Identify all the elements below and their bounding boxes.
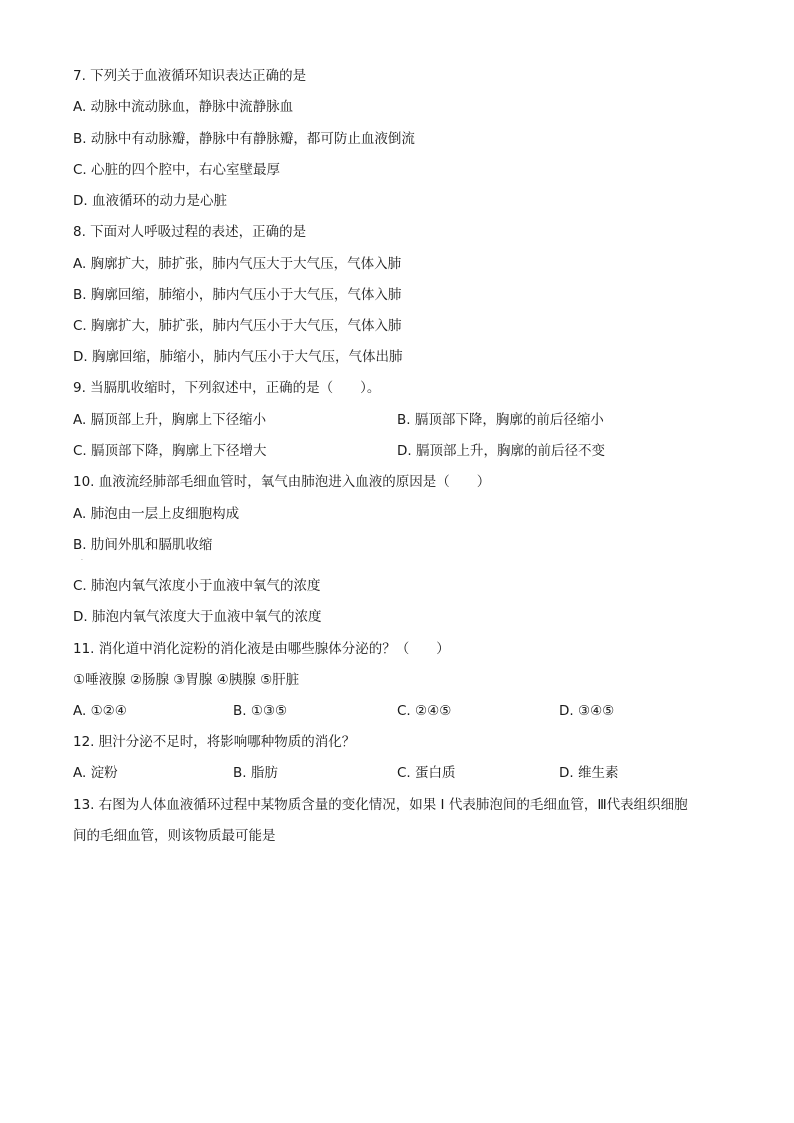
question-10-option-b: B. 肋间外肌和膈肌收缩: [73, 537, 213, 553]
question-8-option-a: A. 胸廓扩大，肺扩张，肺内气压大于大气压，气体入肺: [73, 256, 402, 272]
question-10-option-d: D. 肺泡内氧气浓度大于血液中氧气的浓度: [73, 609, 322, 625]
question-7-option-d: D. 血液循环的动力是心脏: [73, 193, 227, 209]
question-11-option-b: B. ①③⑤: [233, 703, 288, 719]
question-11-gland-list: ①唾液腺 ②肠腺 ③胃腺 ④胰腺 ⑤肝脏: [73, 672, 300, 688]
question-13-stem-line-2: 间的毛细血管，则该物质最可能是: [73, 828, 276, 844]
question-12-option-d: D. 维生素: [559, 765, 619, 781]
question-10-option-a: A. 肺泡由一层上皮细胞构成: [73, 506, 240, 522]
question-8-option-b: B. 胸廓回缩，肺缩小，肺内气压小于大气压，气体入肺: [73, 287, 402, 303]
question-9-stem: 9. 当膈肌收缩时，下列叙述中，正确的是（ ）。: [73, 380, 381, 396]
question-9-option-b: B. 膈顶部下降，胸廓的前后径缩小: [397, 412, 604, 428]
question-7-option-c: C. 心脏的四个腔中，右心室壁最厚: [73, 162, 281, 178]
question-7-option-b: B. 动脉中有动脉瓣，静脉中有静脉瓣，都可防止血液倒流: [73, 131, 415, 147]
question-8-option-c: C. 胸廓扩大，肺扩张，肺内气压小于大气压，气体入肺: [73, 318, 402, 334]
question-9-option-c: C. 膈顶部下降，胸廓上下径增大: [73, 443, 267, 459]
question-12-option-a: A. 淀粉: [73, 765, 118, 781]
question-12-option-c: C. 蛋白质: [397, 765, 456, 781]
question-8-stem: 8. 下面对人呼吸过程的表述，正确的是: [73, 224, 307, 240]
question-9-option-d: D. 膈顶部上升，胸廓的前后径不变: [397, 443, 605, 459]
question-12-option-b: B. 脂肪: [233, 765, 278, 781]
question-8-option-d: D. 胸廓回缩，肺缩小，肺内气压小于大气压，气体出肺: [73, 349, 403, 365]
question-7-option-a: A. 动脉中流动脉血，静脉中流静脉血: [73, 99, 294, 115]
question-11-option-a: A. ①②④: [73, 703, 127, 719]
question-13-stem-line-1: 13. 右图为人体血液循环过程中某物质含量的变化情况，如果 I 代表肺泡间的毛细血管，Ⅲ代表组织细胞: [73, 797, 688, 813]
question-11-option-c: C. ②④⑤: [397, 703, 452, 719]
question-12-stem: 12. 胆汁分泌不足时，将影响哪种物质的消化？: [73, 734, 356, 750]
scan-artifact-dot: .: [81, 555, 83, 562]
question-7-stem: 7. 下列关于血液循环知识表达正确的是: [73, 68, 307, 84]
question-11-stem: 11. 消化道中消化淀粉的消化液是由哪些腺体分泌的？（ ）: [73, 641, 450, 657]
question-10-stem: 10. 血液流经肺部毛细血管时，氧气由肺泡进入血液的原因是（ ）: [73, 474, 491, 490]
question-11-option-d: D. ③④⑤: [559, 703, 615, 719]
question-9-option-a: A. 膈顶部上升，胸廓上下径缩小: [73, 412, 267, 428]
question-10-option-c: C. 肺泡内氧气浓度小于血液中氧气的浓度: [73, 578, 321, 594]
